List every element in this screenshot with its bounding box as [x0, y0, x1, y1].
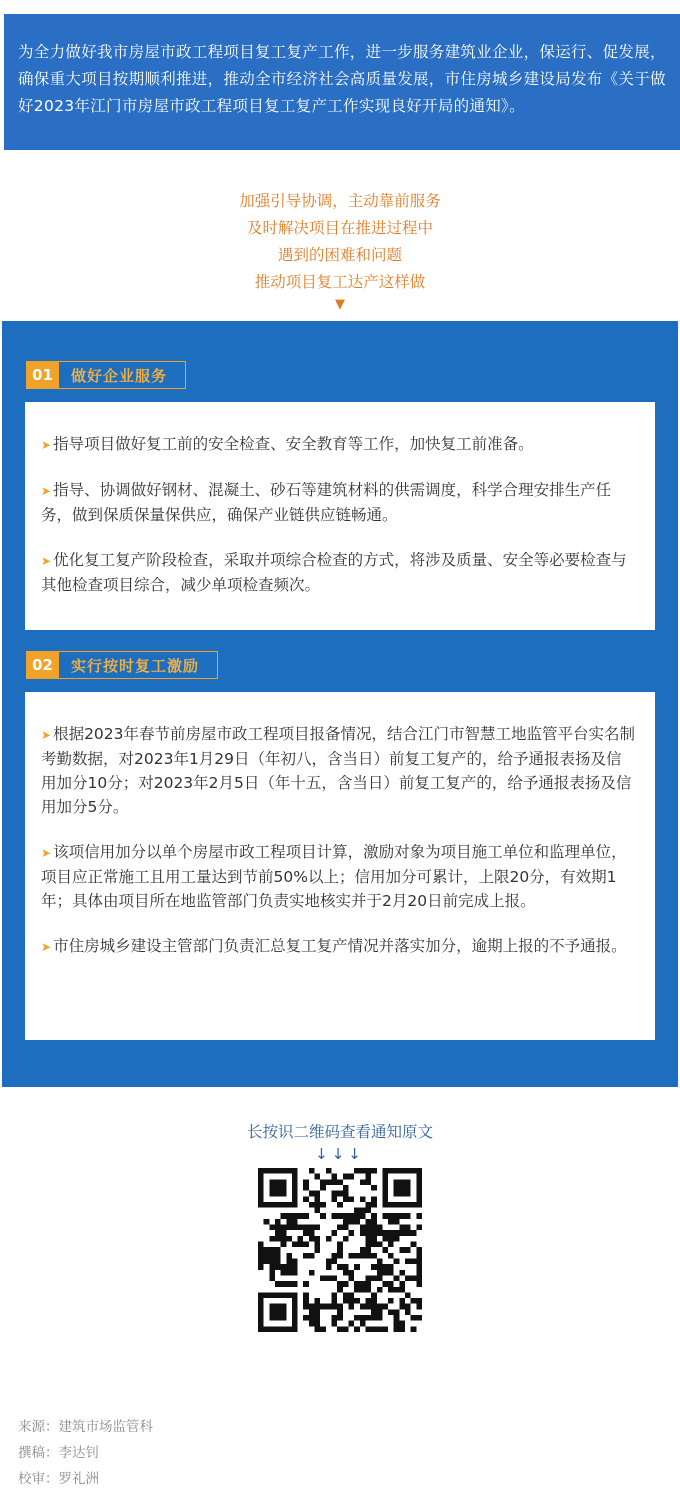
section-card — [25, 692, 655, 1040]
section-header — [26, 651, 218, 679]
section-header — [26, 361, 186, 389]
intro-banner — [4, 14, 680, 150]
list-item — [41, 840, 637, 913]
arrow-bullet-icon: ➤ — [41, 438, 52, 452]
credit-line: 撰稿：李达钊 — [18, 1445, 99, 1461]
section-number: 01 — [26, 361, 59, 389]
lead-line: 推动项目复工达产这样做 — [254, 273, 426, 291]
lead-line: 遇到的困难和问题 — [277, 246, 402, 264]
down-arrows-icon: ↓↓↓ — [315, 1145, 365, 1163]
list-item-text: 根据2023年春节前房屋市政工程项目报备情况，结合江门市智慧工地监管平台实名制考勤数据，对2023年1月29日（年初八，含当日）前复工复产的，给予通报表扬及信用加分10分；对2023年2月5日（年十五，含当日）前复工复产的，给予通报表扬及信用加分5分。 — [41, 725, 636, 816]
arrow-bullet-icon: ➤ — [41, 728, 52, 742]
arrow-bullet-icon: ➤ — [41, 846, 52, 860]
list-item-text: 指导项目做好复工前的安全检查、安全教育等工作，加快复工前准备。 — [53, 435, 534, 453]
list-item — [41, 722, 637, 819]
credit-line: 校审：罗礼洲 — [18, 1471, 99, 1487]
qr-caption: 长按识二维码查看通知原文 — [246, 1123, 433, 1141]
section-number: 02 — [26, 651, 59, 679]
arrow-bullet-icon: ➤ — [41, 484, 52, 498]
list-item-text: 市住房城乡建设主管部门负责汇总复工复产情况并落实加分，逾期上报的不予通报。 — [53, 937, 627, 955]
list-item — [41, 548, 637, 597]
lead-line: 及时解决项目在推进过程中 — [246, 219, 433, 237]
credits — [18, 1414, 153, 1492]
arrow-bullet-icon: ➤ — [41, 940, 52, 954]
list-item-text: 指导、协调做好钢材、混凝土、砂石等建筑材料的供需调度，科学合理安排生产任务，做到保质保量保供应，确保产业链供应链畅通。 — [41, 481, 612, 524]
lead-line: 加强引导协调，主动靠前服务 — [239, 192, 441, 210]
list-item-text: 优化复工复产阶段检查，采取并项综合检查的方式，将涉及质量、安全等必要检查与其他检查项目综合，减少单项检查频次。 — [41, 551, 627, 594]
section-title: 做好企业服务 — [59, 361, 186, 389]
lead-text-block — [0, 188, 680, 314]
down-triangle-icon: ▼ — [335, 297, 345, 312]
list-item — [41, 934, 637, 959]
credit-line: 来源：建筑市场监管科 — [18, 1419, 153, 1435]
list-item — [41, 432, 637, 457]
list-item-text: 该项信用加分以单个房屋市政工程项目计算，激励对象为项目施工单位和监理单位，项目应正常施工且用工量达到节前50%以上；信用加分可累计，上限20分，有效期1年；具体由项目所在地监管部门负责实地核实并于2月20日前完成上报。 — [41, 843, 627, 910]
section-title: 实行按时复工激励 — [59, 651, 218, 679]
arrow-bullet-icon: ➤ — [41, 554, 52, 568]
intro-text: 为全力做好我市房屋市政工程项目复工复产工作，进一步服务建筑业企业，保运行、促发展，确保重大项目按期顺利推进，推动全市经济社会高质量发展，市住房城乡建设局发布《关于做好2023年江门市房屋市政工程项目复工复产工作实现良好开局的通知》。 — [18, 43, 666, 115]
qr-code-icon[interactable] — [258, 1168, 422, 1332]
list-item — [41, 478, 637, 527]
section-card — [25, 402, 655, 630]
